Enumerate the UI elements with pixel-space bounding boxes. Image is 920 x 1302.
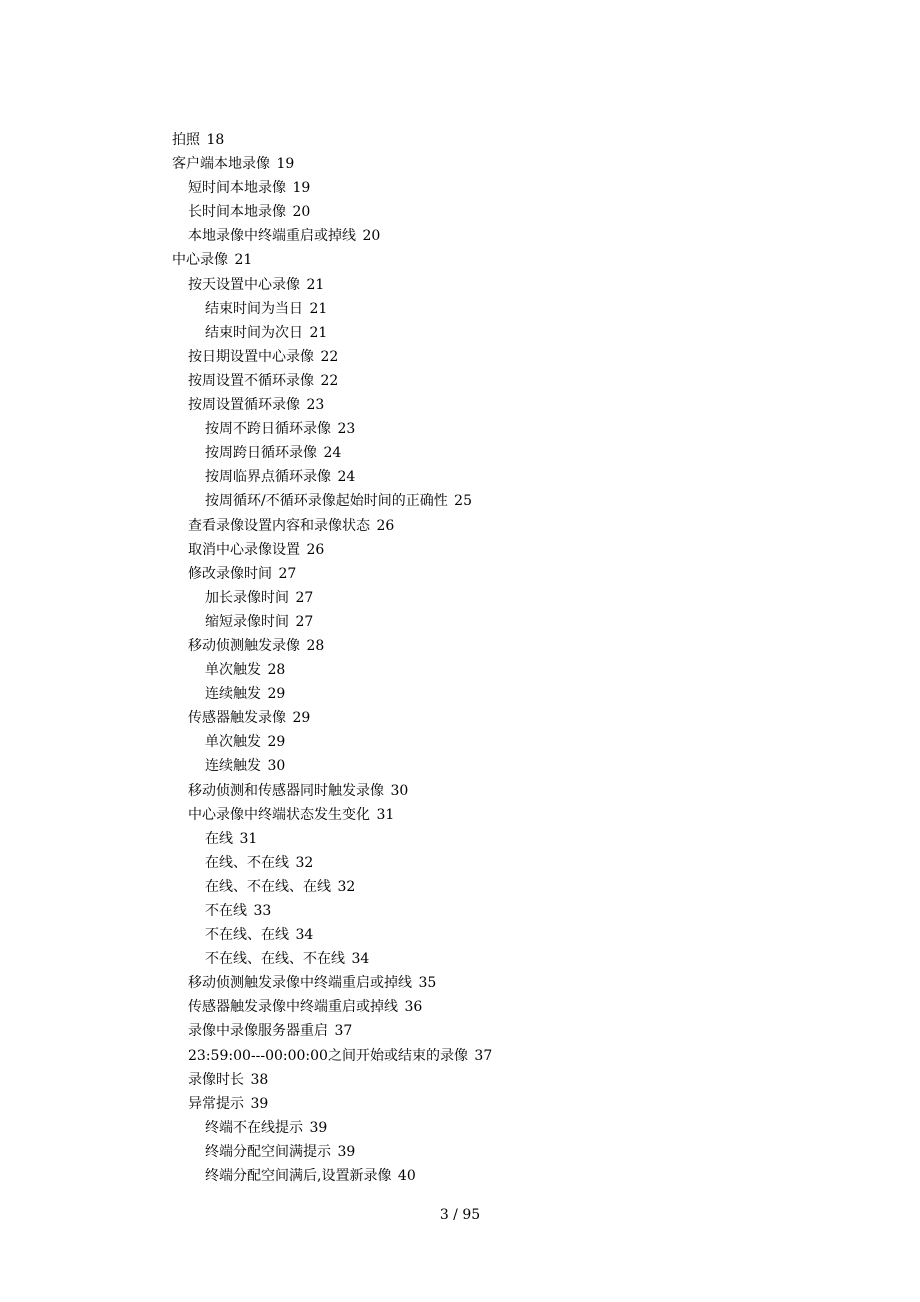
toc-entry[interactable] [172, 875, 812, 899]
toc-entry[interactable] [172, 995, 812, 1019]
toc-entry[interactable] [172, 682, 812, 706]
toc-entry-page-number: 28 [267, 662, 286, 679]
toc-entry-page-number: 35 [418, 975, 437, 992]
toc-entry[interactable] [172, 152, 812, 176]
toc-entry-page-number: 22 [320, 372, 339, 389]
toc-entry-page-number: 37 [474, 1047, 493, 1064]
toc-entry-page-number: 20 [292, 204, 311, 221]
toc-entry-title: 移动侦测触发录像 [188, 637, 300, 654]
toc-entry-page-number: 38 [250, 1071, 269, 1088]
toc-entry[interactable] [172, 827, 812, 851]
toc-entry[interactable] [172, 971, 812, 995]
toc-entry-title: 录像中录像服务器重启 [188, 1023, 328, 1040]
toc-entry-title: 按天设置中心录像 [188, 276, 300, 293]
toc-entry[interactable] [172, 754, 812, 778]
toc-entry[interactable] [172, 562, 812, 586]
toc-entry[interactable] [172, 586, 812, 610]
toc-entry[interactable] [172, 321, 812, 345]
toc-entry-title: 按周设置不循环录像 [188, 372, 314, 389]
toc-entry[interactable] [172, 947, 812, 971]
toc-entry-page-number: 23 [306, 397, 325, 414]
toc-entry-title: 按周临界点循环录像 [205, 469, 331, 486]
toc-entry-title: 结束时间为当日 [205, 300, 303, 317]
toc-entry-title: 连续触发 [205, 686, 261, 703]
toc-entry[interactable] [172, 514, 812, 538]
toc-entry-page-number: 31 [239, 830, 258, 847]
toc-entry[interactable] [172, 441, 812, 465]
toc-entry[interactable] [172, 273, 812, 297]
toc-entry-title: 中心录像 [172, 252, 228, 269]
toc-entry-page-number: 26 [376, 517, 395, 534]
toc-entry-page-number: 24 [337, 469, 356, 486]
toc-entry-title: 按周跨日循环录像 [205, 445, 317, 462]
toc-entry-page-number: 39 [250, 1095, 269, 1112]
toc-entry-page-number: 39 [309, 1119, 328, 1136]
toc-entry-title: 客户端本地录像 [172, 156, 270, 173]
toc-entry-title: 移动侦测触发录像中终端重启或掉线 [188, 975, 412, 992]
toc-entry-title: 修改录像时间 [188, 565, 272, 582]
toc-entry-title: 缩短录像时间 [205, 613, 289, 630]
toc-entry[interactable] [172, 1140, 812, 1164]
toc-entry-title: 不在线、在线、不在线 [205, 951, 345, 968]
toc-entry-page-number: 32 [295, 854, 314, 871]
toc-entry-page-number: 20 [362, 228, 381, 245]
toc-entry[interactable] [172, 923, 812, 947]
toc-entry-page-number: 40 [397, 1168, 416, 1185]
toc-entry-title: 在线、不在线、在线 [205, 878, 331, 895]
toc-entry-title: 单次触发 [205, 662, 261, 679]
toc-entry-title: 连续触发 [205, 758, 261, 775]
toc-entry-title: 在线、不在线 [205, 854, 289, 871]
toc-entry-page-number: 27 [295, 589, 314, 606]
toc-entry-page-number: 25 [454, 493, 472, 510]
toc-entry-page-number: 34 [351, 951, 370, 968]
toc-entry-page-number: 36 [404, 999, 423, 1016]
toc-entry-title: 传感器触发录像 [188, 710, 286, 727]
toc-entry-page-number: 21 [309, 300, 328, 317]
toc-entry-title: 按周不跨日循环录像 [205, 421, 331, 438]
toc-entry-page-number: 21 [234, 252, 253, 269]
toc-entry[interactable] [172, 538, 812, 562]
toc-entry-title: 短时间本地录像 [188, 180, 286, 197]
toc-entry-title: 不在线 [205, 903, 247, 919]
toc-entry[interactable] [172, 610, 812, 634]
toc-entry-title: 中心录像中终端状态发生变化 [188, 806, 370, 823]
toc-entry[interactable] [172, 1164, 812, 1188]
toc-entry-title: 本地录像中终端重启或掉线 [188, 228, 356, 245]
toc-entry[interactable] [172, 128, 812, 152]
toc-entry-title: 长时间本地录像 [188, 204, 286, 221]
toc-entry-title: 传感器触发录像中终端重启或掉线 [188, 999, 398, 1016]
page-number-footer: 3 / 95 [439, 1207, 481, 1223]
toc-entry[interactable] [172, 730, 812, 754]
toc-entry-title: 终端不在线提示 [205, 1119, 303, 1136]
toc-entry-title: 录像时长 [188, 1071, 244, 1088]
toc-entry-title: 终端分配空间满提示 [205, 1143, 331, 1160]
toc-entry[interactable] [172, 417, 812, 441]
toc-entry-title: 取消中心录像设置 [188, 541, 300, 558]
toc-entry-page-number: 27 [295, 613, 314, 630]
toc-entry-title: 在线 [205, 830, 233, 847]
toc-entry[interactable] [172, 899, 812, 923]
toc-entry-page-number: 31 [376, 806, 395, 823]
toc-entry-title: 23:59:00---00:00:00之间开始或结束的录像 [188, 1047, 468, 1064]
toc-entry-page-number: 39 [337, 1143, 356, 1160]
toc-entry[interactable] [172, 851, 812, 875]
toc-entry[interactable] [172, 297, 812, 321]
toc-entry[interactable] [172, 248, 812, 272]
toc-entry-title: 按周设置循环录像 [188, 397, 300, 414]
toc-entry[interactable] [172, 658, 812, 682]
toc-entry-page-number: 18 [206, 132, 225, 148]
table-of-contents [172, 128, 812, 1188]
toc-entry-page-number: 19 [292, 180, 311, 197]
toc-entry[interactable] [172, 369, 812, 393]
toc-entry-page-number: 24 [323, 445, 342, 462]
toc-entry-page-number: 27 [278, 565, 297, 582]
toc-entry[interactable] [172, 634, 812, 658]
toc-entry[interactable] [172, 803, 812, 827]
toc-entry-title: 拍照 [172, 132, 200, 148]
toc-entry-title: 异常提示 [188, 1095, 244, 1112]
toc-entry[interactable] [172, 489, 812, 513]
toc-entry-page-number: 29 [267, 734, 286, 751]
toc-entry[interactable] [172, 1092, 812, 1116]
toc-entry-title: 加长录像时间 [205, 589, 289, 606]
toc-entry[interactable] [172, 393, 812, 417]
toc-entry[interactable] [172, 176, 812, 200]
toc-entry-page-number: 21 [309, 324, 328, 341]
toc-entry[interactable] [172, 1068, 812, 1092]
toc-entry[interactable] [172, 345, 812, 369]
toc-entry-page-number: 26 [306, 541, 325, 558]
toc-entry-page-number: 33 [253, 903, 272, 919]
toc-entry-title: 单次触发 [205, 734, 261, 751]
toc-entry[interactable] [172, 465, 812, 489]
toc-entry-page-number: 30 [267, 758, 286, 775]
toc-entry-page-number: 29 [267, 686, 286, 703]
toc-entry-title: 终端分配空间满后,设置新录像 [205, 1168, 392, 1185]
toc-entry-page-number: 23 [337, 421, 356, 438]
toc-entry-title: 按日期设置中心录像 [188, 348, 314, 365]
toc-entry-title: 移动侦测和传感器同时触发录像 [188, 782, 384, 799]
toc-entry[interactable] [172, 1044, 812, 1068]
toc-entry[interactable] [172, 200, 812, 224]
toc-entry[interactable] [172, 706, 812, 730]
toc-entry[interactable] [172, 779, 812, 803]
toc-entry[interactable] [172, 1116, 812, 1140]
toc-entry-title: 不在线、在线 [205, 927, 289, 944]
toc-entry-page-number: 32 [337, 878, 356, 895]
toc-entry-title: 查看录像设置内容和录像状态 [188, 517, 370, 534]
toc-entry-title: 按周循环/不循环录像起始时间的正确性 [205, 493, 448, 510]
toc-entry-page-number: 34 [295, 927, 314, 944]
toc-entry[interactable] [172, 224, 812, 248]
toc-entry-title: 结束时间为次日 [205, 324, 303, 341]
toc-entry-page-number: 21 [306, 276, 325, 293]
toc-entry-page-number: 28 [306, 637, 325, 654]
toc-entry[interactable] [172, 1019, 812, 1043]
toc-entry-page-number: 29 [292, 710, 311, 727]
toc-entry-page-number: 37 [334, 1023, 353, 1040]
toc-entry-page-number: 22 [320, 348, 339, 365]
toc-entry-page-number: 19 [276, 156, 295, 173]
toc-entry-page-number: 30 [390, 782, 409, 799]
